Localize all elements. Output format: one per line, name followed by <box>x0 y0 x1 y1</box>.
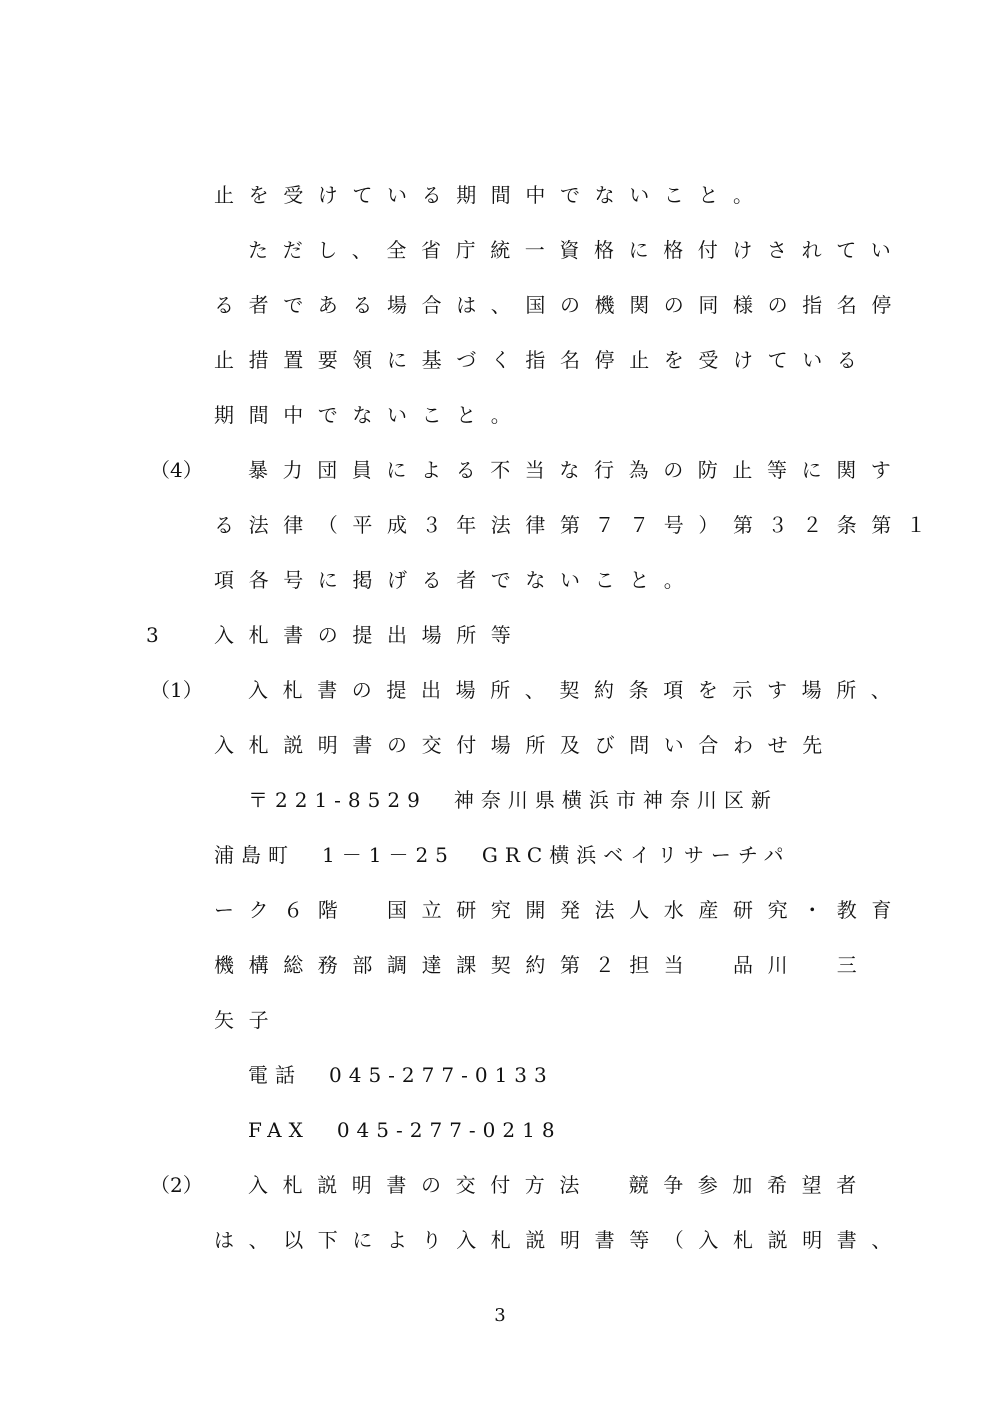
text-line <box>0 505 1000 545</box>
item-marker: （4） <box>150 458 203 482</box>
text-line <box>0 1165 1000 1205</box>
line-text: 止を受けている期間中でないこと。 <box>214 183 768 207</box>
line-text: る者である場合は、国の機関の同様の指名停 <box>214 293 906 317</box>
line-text: ただし、全省庁統一資格に格付けされてい <box>248 238 906 262</box>
line-text: 項各号に掲げる者でないこと。 <box>214 568 699 592</box>
line-text: 〒221-8529 神奈川県横浜市神奈川区新 <box>248 788 778 812</box>
text-line <box>0 1110 1000 1150</box>
line-text: 入札書の提出場所等 <box>214 623 526 647</box>
text-line <box>0 1220 1000 1260</box>
text-line <box>0 175 1000 215</box>
line-text: 矢子 <box>214 1008 284 1032</box>
section-number: 3 <box>146 623 159 647</box>
line-text: る法律（平成３年法律第７７号）第３２条第１ <box>214 513 941 537</box>
text-line <box>0 945 1000 985</box>
line-text: 入札説明書の交付場所及び問い合わせ先 <box>214 733 837 757</box>
item-marker: （2） <box>150 1173 203 1197</box>
line-text: 入札書の提出場所、契約条項を示す場所、 <box>248 678 906 702</box>
text-line <box>0 835 1000 875</box>
line-text: 入札説明書の交付方法 競争参加希望者 <box>248 1173 871 1197</box>
text-line <box>0 450 1000 490</box>
text-line <box>0 560 1000 600</box>
text-line <box>0 230 1000 270</box>
text-line <box>0 285 1000 325</box>
text-line <box>0 780 1000 820</box>
fax-line: FAX 045-277-0218 <box>248 1118 562 1142</box>
line-text: 暴力団員による不当な行為の防止等に関す <box>248 458 906 482</box>
line-text: 止措置要領に基づく指名停止を受けている <box>214 348 872 372</box>
text-line <box>0 890 1000 930</box>
item-marker: （1） <box>150 678 203 702</box>
line-text: は、以下により入札説明書等（入札説明書、 <box>214 1228 906 1252</box>
text-line <box>0 1000 1000 1040</box>
line-text: ーク６階 国立研究開発法人水産研究・教育 <box>214 898 906 922</box>
line-text: 機構総務部調達課契約第２担当 品川 三 <box>214 953 872 977</box>
text-line <box>0 395 1000 435</box>
section-heading <box>0 615 1000 655</box>
phone-line: 電話 045-277-0133 <box>248 1063 554 1087</box>
text-line <box>0 670 1000 710</box>
text-line <box>0 340 1000 380</box>
text-line <box>0 1055 1000 1095</box>
page-number: 3 <box>494 1305 506 1326</box>
text-line <box>0 725 1000 765</box>
line-text: 期間中でないこと。 <box>214 403 526 427</box>
line-text: 浦島町 1－1－25 GRC横浜ベイリサーチパ <box>214 843 791 867</box>
